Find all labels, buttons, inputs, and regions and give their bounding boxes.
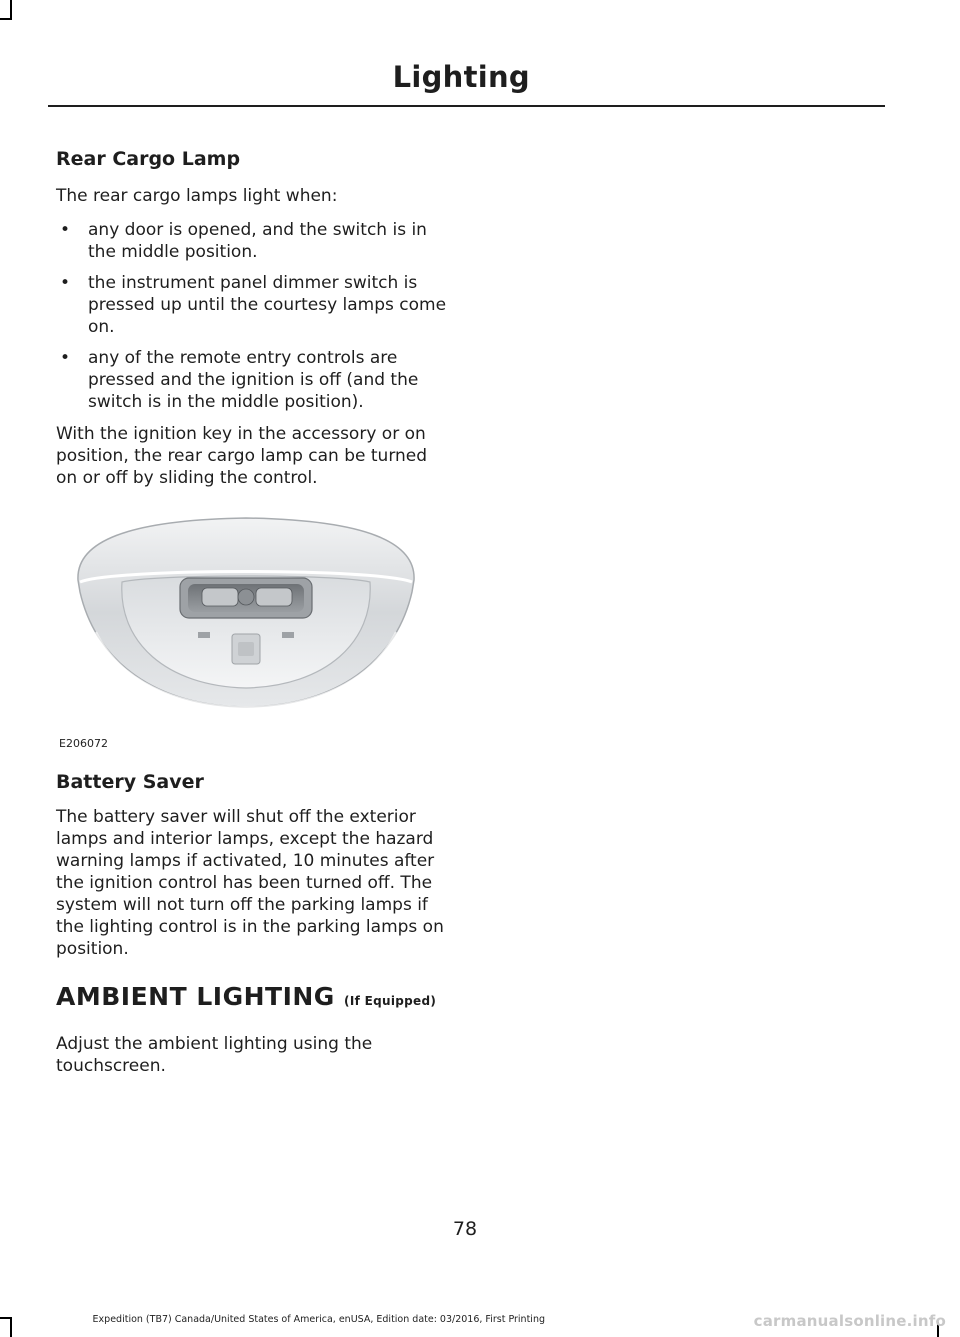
ambient-heading-text: AMBIENT LIGHTING [56,982,335,1011]
cargo-lamp-figure [56,502,450,754]
list-item [56,347,450,413]
bullet-marker: • [60,348,71,368]
rear-cargo-bullet-list [56,219,450,413]
battery-saver-section [56,770,450,960]
crop-mark [10,0,12,18]
list-item [56,272,450,338]
page-number: 78 [452,1218,478,1240]
footer-edition-text: Expedition (TB7) Canada/United States of America, enUSA, Edition date: 03/2016, First Printing [92,1314,545,1325]
cargo-lamp-illustration [56,502,450,754]
bullet-text: any door is opened, and the switch is in the middle position. [88,220,427,262]
bullet-marker: • [60,273,71,293]
header-rule [48,105,885,107]
crop-mark [0,18,12,20]
watermark: carmanualsonline.info [753,1312,946,1330]
bullet-text: any of the remote entry controls are pressed and the ignition is off (and the switch is in the middle position). [88,348,419,412]
ambient-lighting-heading [56,982,476,1011]
figure-label: E206072 [59,737,108,750]
rear-cargo-section [56,147,450,489]
battery-saver-body: The battery saver will shut off the exterior lamps and interior lamps, except the hazard warning lamps if activated, 10 minutes after the ignition control has been turned off. The system will not turn off the parking lamps if the lighting control is in the parking lamps on position. [56,807,444,959]
ambient-heading-suffix: (If Equipped) [344,994,437,1008]
page-header-title: Lighting [392,60,530,94]
bullet-text: the instrument panel dimmer switch is pressed up until the courtesy lamps come on. [88,273,447,337]
battery-saver-heading: Battery Saver [56,771,204,793]
rear-cargo-intro: The rear cargo lamps light when: [56,186,338,206]
ambient-lighting-body: Adjust the ambient lighting using the touchscreen. [56,1034,373,1076]
rear-cargo-heading: Rear Cargo Lamp [56,148,241,170]
bullet-marker: • [60,220,71,240]
rear-cargo-body: With the ignition key in the accessory or on position, the rear cargo lamp can be turned on or off by sliding the control. [56,424,428,488]
list-item [56,219,450,263]
ambient-lighting-section [56,982,476,1077]
